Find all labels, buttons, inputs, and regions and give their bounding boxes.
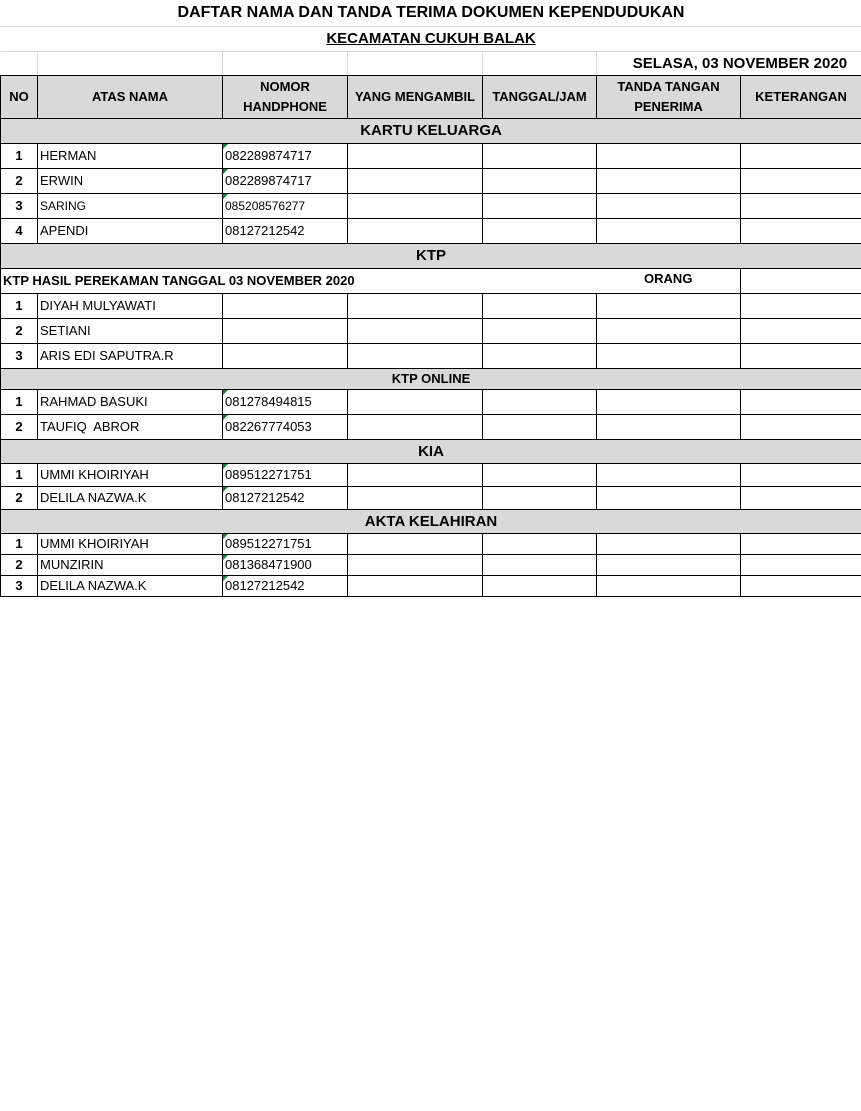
section-title-ktp: KTP <box>1 243 861 268</box>
table-row <box>1 293 861 318</box>
row-name: MUNZIRIN <box>38 554 223 575</box>
header-keterangan: KETERANGAN <box>741 75 861 118</box>
row-no: 2 <box>1 486 38 509</box>
row-no: 1 <box>1 293 38 318</box>
table-row <box>1 486 861 509</box>
section-title-ktp-online: KTP ONLINE <box>1 368 861 389</box>
table-row <box>1 554 861 575</box>
table-row <box>1 463 861 486</box>
row-name: UMMI KHOIRIYAH <box>38 533 223 554</box>
row-phone: 082289874717 <box>223 168 348 193</box>
row-no: 2 <box>1 168 38 193</box>
row-name: RAHMAD BASUKI <box>38 389 223 414</box>
row-name: ERWIN <box>38 168 223 193</box>
header-no: NO <box>1 75 38 118</box>
row-no: 1 <box>1 143 38 168</box>
row-phone <box>223 293 348 318</box>
table-row <box>1 389 861 414</box>
row-no: 4 <box>1 218 38 243</box>
header-nomor-handphone: NOMOR HANDPHONE <box>223 75 348 118</box>
row-phone: 089512271751 <box>223 533 348 554</box>
row-name: ARIS EDI SAPUTRA.R <box>38 343 223 368</box>
row-no: 1 <box>1 463 38 486</box>
section-title-akta-kelahiran: AKTA KELAHIRAN <box>1 509 861 533</box>
row-name: TAUFIQ ABROR <box>38 414 223 439</box>
header-tanda-tangan: TANDA TANGAN PENERIMA <box>597 75 741 118</box>
row-name: SARING <box>38 193 223 218</box>
row-no: 3 <box>1 193 38 218</box>
row-phone: 08127212542 <box>223 575 348 596</box>
ktp-recording-info: KTP HASIL PEREKAMAN TANGGAL 03 NOVEMBER 2020 <box>1 268 597 293</box>
row-no: 2 <box>1 414 38 439</box>
row-no: 2 <box>1 554 38 575</box>
row-phone: 082267774053 <box>223 414 348 439</box>
document-title: DAFTAR NAMA DAN TANDA TERIMA DOKUMEN KEPENDUDUKAN <box>1 0 861 26</box>
table-row <box>1 575 861 596</box>
row-name: DELILA NAZWA.K <box>38 575 223 596</box>
row-phone <box>223 343 348 368</box>
row-no: 3 <box>1 343 38 368</box>
table-row <box>1 343 861 368</box>
row-no: 1 <box>1 533 38 554</box>
table-row <box>1 218 861 243</box>
table-row <box>1 414 861 439</box>
section-title-kartu-keluarga: KARTU KELUARGA <box>1 118 861 143</box>
row-name: DIYAH MULYAWATI <box>38 293 223 318</box>
table-row <box>1 533 861 554</box>
row-phone: 085208576277 <box>223 193 348 218</box>
header-atas-nama: ATAS NAMA <box>38 75 223 118</box>
header-yang-mengambil: YANG MENGAMBIL <box>348 75 483 118</box>
row-name: UMMI KHOIRIYAH <box>38 463 223 486</box>
row-no: 1 <box>1 389 38 414</box>
row-name: HERMAN <box>38 143 223 168</box>
document-subtitle: KECAMATAN CUKUH BALAK <box>1 26 861 51</box>
row-phone: 08127212542 <box>223 218 348 243</box>
row-name: SETIANI <box>38 318 223 343</box>
table-header <box>1 75 861 118</box>
table-row <box>1 143 861 168</box>
row-no: 2 <box>1 318 38 343</box>
table-row <box>1 168 861 193</box>
row-phone: 082289874717 <box>223 143 348 168</box>
section-title-kia: KIA <box>1 439 861 463</box>
row-no: 3 <box>1 575 38 596</box>
header-tanggal-jam: TANGGAL/JAM <box>483 75 597 118</box>
row-phone: 08127212542 <box>223 486 348 509</box>
row-phone: 089512271751 <box>223 463 348 486</box>
ktp-recording-unit: ORANG <box>597 268 741 293</box>
document-date: SELASA, 03 NOVEMBER 2020 <box>597 51 861 75</box>
row-name: DELILA NAZWA.K <box>38 486 223 509</box>
row-phone: 081368471900 <box>223 554 348 575</box>
table-row <box>1 193 861 218</box>
table-row <box>1 318 861 343</box>
row-phone: 081278494815 <box>223 389 348 414</box>
row-name: APENDI <box>38 218 223 243</box>
row-phone <box>223 318 348 343</box>
